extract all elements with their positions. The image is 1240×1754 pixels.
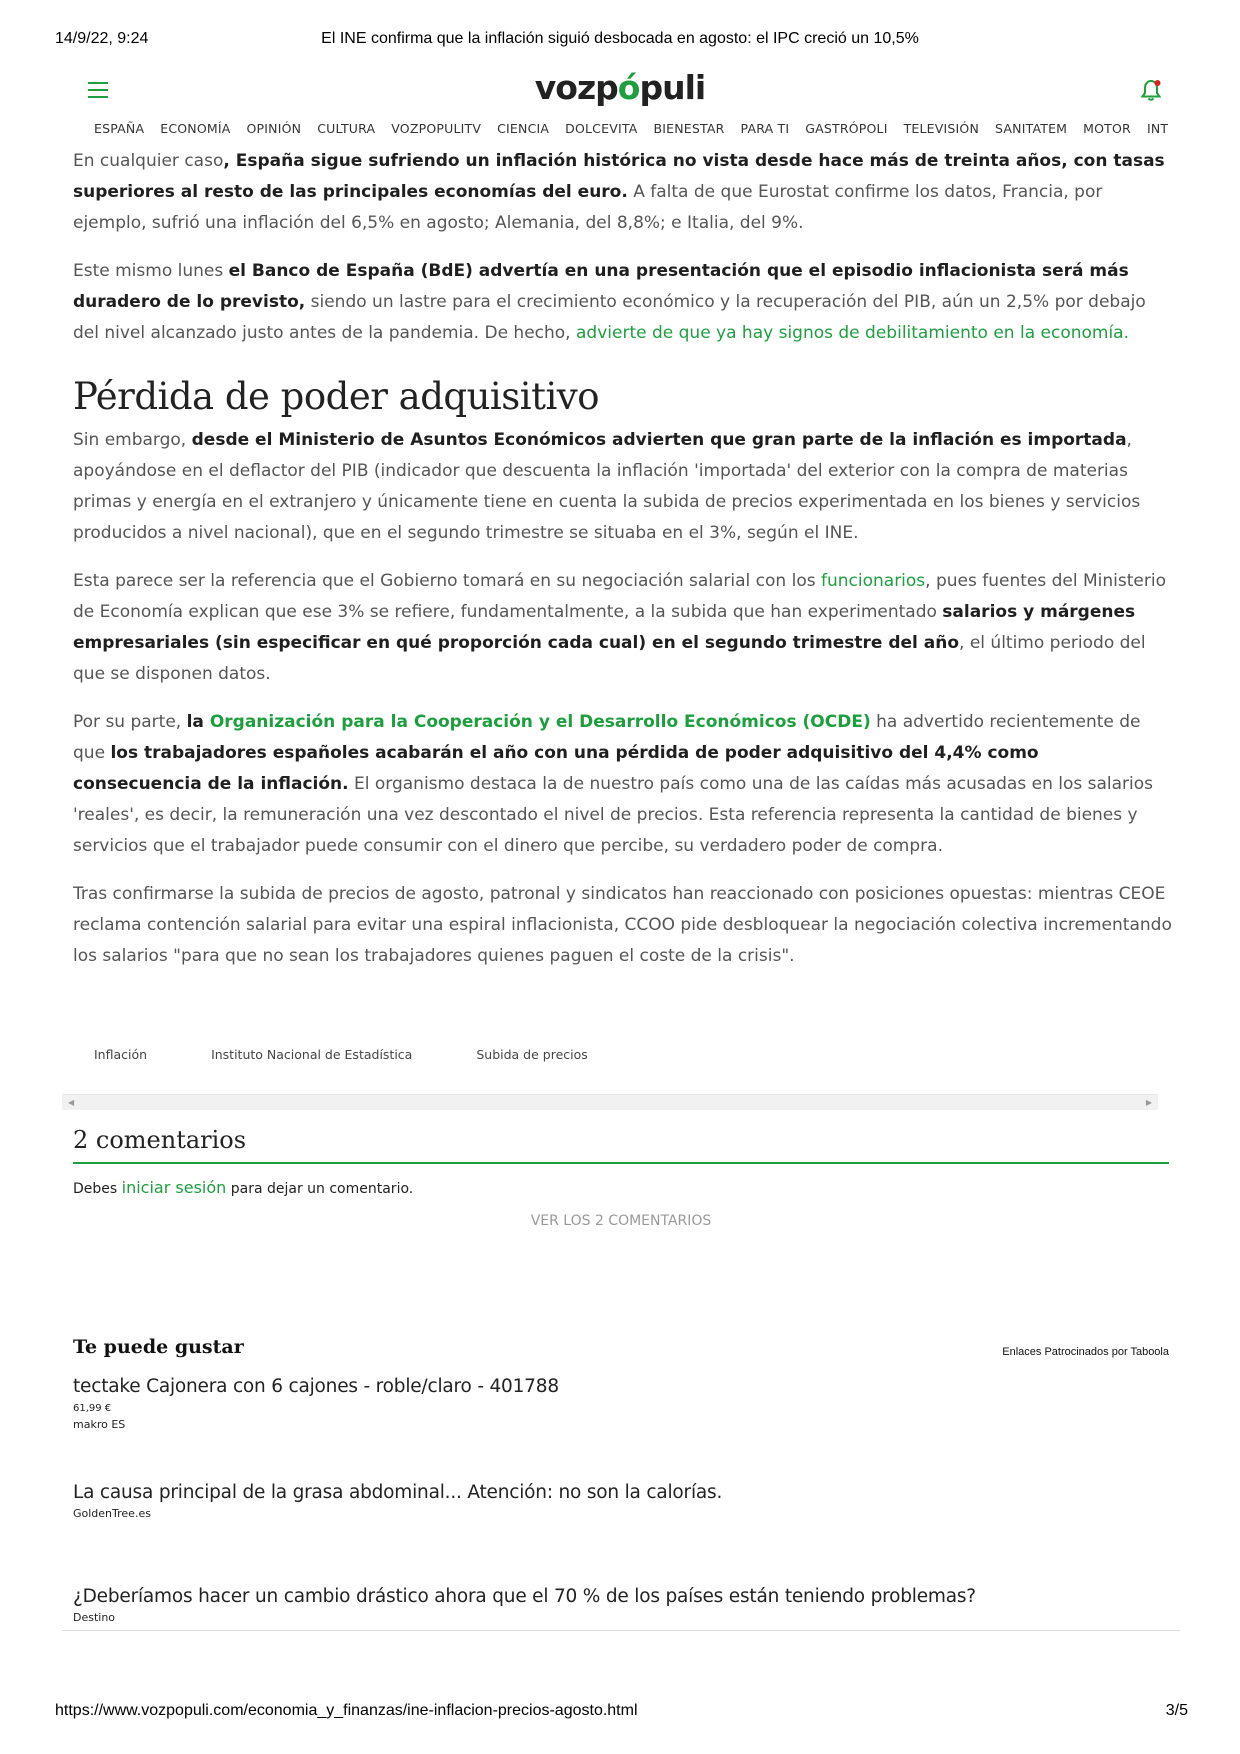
- tag-list: [94, 1046, 652, 1068]
- nav-item-cultura[interactable]: CULTURA: [317, 121, 376, 136]
- bell-icon[interactable]: [1140, 78, 1162, 102]
- sponsor-label[interactable]: Enlaces Patrocinados por Taboola: [1002, 1346, 1169, 1358]
- text-run: Sin embargo,: [73, 430, 192, 450]
- login-note: [73, 1178, 1169, 1197]
- text-run: En cualquier caso: [73, 151, 224, 171]
- page-number: 3/5: [1165, 1702, 1188, 1719]
- site-header: [72, 64, 1168, 110]
- bold-text-run: el Banco de España (BdE) advertía en una presentación que el episodio inflacionista será más duradero de lo previsto,: [73, 261, 1129, 312]
- nav-item-para-ti[interactable]: PARA TI: [740, 121, 790, 136]
- print-header: [0, 30, 1240, 54]
- nav-item-opinion[interactable]: OPINIÓN: [246, 121, 302, 136]
- recommendation-item[interactable]: [73, 1586, 1169, 1624]
- nav-item-vozpopulitv[interactable]: VOZPOPULITV: [391, 121, 482, 136]
- nav-item-ciencia[interactable]: CIENCIA: [497, 121, 550, 136]
- nav-item-economia[interactable]: ECONOMÍA: [160, 121, 231, 136]
- recommendation-source: Destino: [73, 1611, 116, 1624]
- recommendation-price: 61,99 €: [73, 1403, 112, 1414]
- nav-item-motor[interactable]: MOTOR: [1083, 121, 1131, 136]
- recommendations-heading: Te puede gustar: [73, 1336, 244, 1358]
- print-page-title: El INE confirma que la inflación siguió desbocada en agosto: el IPC creció un 10,5%: [321, 30, 919, 47]
- nav-item-television[interactable]: TELEVISIÓN: [903, 121, 980, 136]
- text-run: , el último periodo del que se disponen datos.: [73, 633, 1146, 684]
- article-body: [73, 146, 1173, 989]
- recommendation-title[interactable]: tectake Cajonera con 6 cajones - roble/claro - 401788: [73, 1376, 559, 1397]
- recommendation-item[interactable]: [73, 1376, 1169, 1431]
- divider: [62, 1630, 1180, 1631]
- text-run: A falta de que Eurostat confirme los datos, Francia, por ejemplo, sufrió una inflación del 6,5% en agosto; Alemania, del 8,8%; e Italia, del 9%.: [73, 182, 1103, 233]
- scroll-right-arrow-icon[interactable]: ▶: [1145, 1098, 1152, 1107]
- see-all-comments-button[interactable]: VER LOS 2 COMENTARIOS: [530, 1213, 712, 1229]
- nav-item-sanitatem[interactable]: SANITATEM: [995, 121, 1068, 136]
- article-paragraph: [73, 566, 1173, 690]
- article-link[interactable]: Organización para la Cooperación y el Desarrollo Económicos (OCDE): [209, 712, 871, 732]
- recommendation-source: makro ES: [73, 1418, 126, 1431]
- tag-link[interactable]: Inflación: [94, 1047, 148, 1062]
- print-url: https://www.vozpopuli.com/economia_y_finanzas/ine-inflacion-precios-agosto.html: [55, 1702, 638, 1719]
- nav-item-espana[interactable]: ESPAÑA: [94, 121, 145, 136]
- text-run: El organismo destaca la de nuestro país como una de las caídas más acusadas en los salarios 'reales', es decir, la remuneración una vez descontado el nivel de precios. Esta referencia representa la cantidad de bienes y servicios que el trabajador puede consumir con el dinero que percibe, su verdadero poder de compra.: [73, 774, 1154, 856]
- nav-item-gastropoli[interactable]: GASTRÓPOLI: [805, 121, 888, 136]
- logo-text-end: puli: [639, 68, 706, 107]
- site-logo[interactable]: [72, 68, 1168, 107]
- article-link[interactable]: advierte de que ya hay signos de debilitamiento en la economía.: [576, 323, 1129, 343]
- article-paragraph: Tras confirmarse la subida de precios de agosto, patronal y sindicatos han reaccionado con posiciones opuestas: mientras CEOE reclama contención salarial para evitar una espiral inflacionista, CCOO pide desbloquear la negociación colectiva incrementando los salarios "para que no sean los trabajadores quienes paguen el coste de la crisis".: [73, 884, 1172, 966]
- text-run: Esta parece ser la referencia que el Gobierno tomará en su negociación salarial con los: [73, 571, 821, 591]
- recommendation-title[interactable]: La causa principal de la grasa abdominal... Atención: no son la calorías.: [73, 1482, 723, 1503]
- text-run: , apoyándose en el deflactor del PIB (indicador que descuenta la inflación 'importada' del exterior con la compra de materias primas y energía en el extranjero y únicamente tiene en cuenta la subida de precios experimentada en los bienes y servicios producidos a nivel nacional), que en el segundo trimestre se situaba en el 3%, según el INE.: [73, 430, 1141, 543]
- login-link[interactable]: iniciar sesión: [121, 1178, 227, 1197]
- text-run: Este mismo lunes: [73, 261, 229, 281]
- text-run: para dejar un comentario.: [226, 1181, 414, 1197]
- bold-text-run: los trabajadores españoles acabarán el año con una pérdida de poder adquisitivo del 4,4% como consecuencia de la inflación.: [73, 743, 1039, 794]
- nav-item-int[interactable]: INT: [1146, 121, 1169, 136]
- nav-item-bienestar[interactable]: BIENESTAR: [653, 121, 725, 136]
- print-date: 14/9/22, 9:24: [55, 30, 149, 47]
- scroll-left-arrow-icon[interactable]: ◀: [68, 1098, 75, 1107]
- text-run: ha advertido recientemente de que: [73, 712, 1141, 763]
- text-run: , pues fuentes del Ministerio de Economía explican que ese 3% se refiere, fundamentalmente, a la subida que han experimentado: [73, 571, 1167, 622]
- horizontal-scrollbar[interactable]: [62, 1094, 1158, 1110]
- logo-text-start: vozp: [534, 68, 618, 107]
- comments-title: 2 comentarios: [73, 1126, 1169, 1164]
- recommendation-item[interactable]: [73, 1482, 1169, 1520]
- text-run: Debes: [73, 1181, 122, 1197]
- tag-link[interactable]: Instituto Nacional de Estadística: [211, 1047, 413, 1062]
- text-run: Por su parte,: [73, 712, 187, 732]
- bold-text-run: la: [186, 712, 210, 732]
- bold-text-run: , España sigue sufriendo un inflación histórica no vista desde hace más de treinta años, con tasas superiores al resto de las principales economías del euro.: [73, 151, 1165, 202]
- recommendation-source: GoldenTree.es: [73, 1507, 151, 1520]
- article-paragraph: [73, 707, 1173, 862]
- print-footer: [0, 1702, 1240, 1726]
- article-link[interactable]: funcionarios: [821, 571, 926, 591]
- bold-text-run: salarios y márgenes empresariales (sin especificar en qué proporción cada cual) en el segundo trimestre del año: [73, 602, 1136, 653]
- article-paragraph: [73, 146, 1173, 239]
- recommendations-section: [73, 1336, 1169, 1624]
- article-paragraph: [73, 425, 1173, 549]
- main-nav: [94, 120, 1169, 140]
- logo-accent: ó: [617, 68, 640, 107]
- bold-text-run: desde el Ministerio de Asuntos Económicos advierten que gran parte de la inflación es importada: [191, 430, 1127, 450]
- tag-link[interactable]: Subida de precios: [476, 1047, 588, 1062]
- nav-item-dolcevita[interactable]: DOLCEVITA: [565, 121, 638, 136]
- recommendation-title[interactable]: ¿Deberíamos hacer un cambio drástico ahora que el 70 % de los países están teniendo problemas?: [73, 1586, 976, 1607]
- text-run: siendo un lastre para el crecimiento económico y la recuperación del PIB, aún un 2,5% por debajo del nivel alcanzado justo antes de la pandemia. De hecho,: [73, 292, 1146, 343]
- section-heading: Pérdida de poder adquisitivo: [73, 375, 599, 418]
- article-paragraph: [73, 256, 1173, 349]
- comments-section: [73, 1126, 1169, 1229]
